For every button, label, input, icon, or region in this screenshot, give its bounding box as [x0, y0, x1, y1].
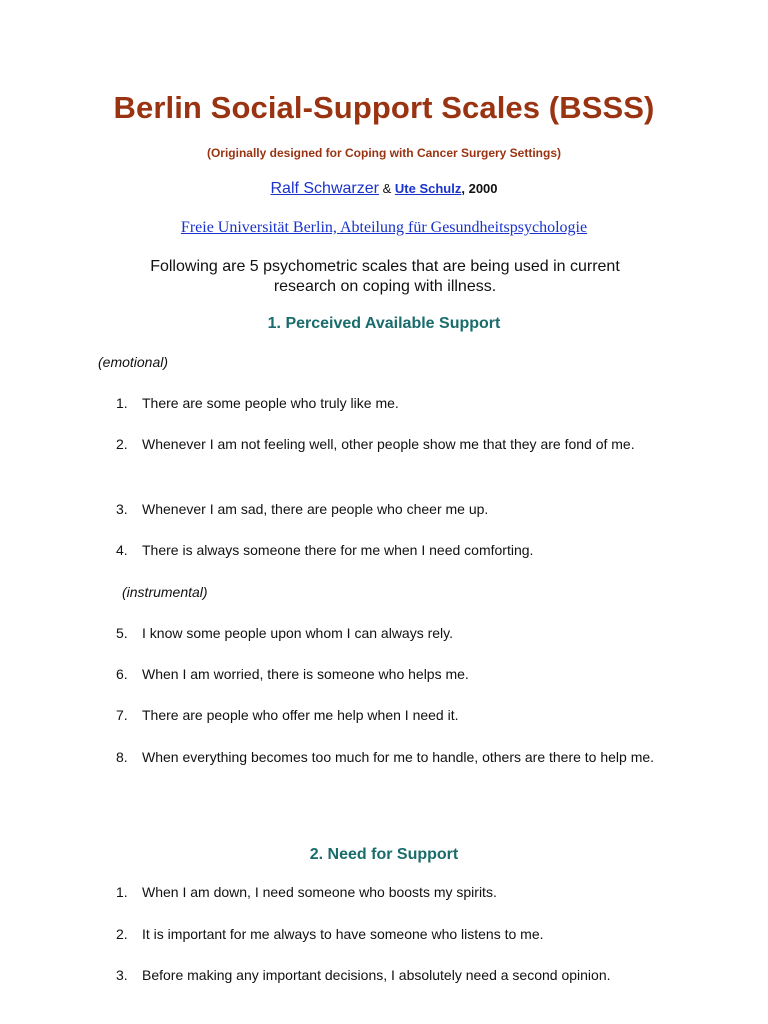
item-number: 1.: [116, 884, 128, 900]
label-instrumental: (instrumental): [122, 584, 208, 600]
list-item: [116, 663, 676, 686]
list-item: [116, 498, 676, 521]
author-separator: &: [382, 181, 392, 196]
item-text: When everything becomes too much for me to handle, others are there to help me.: [142, 749, 655, 765]
item-number: 3.: [116, 501, 128, 517]
item-text: Whenever I am sad, there are people who cheer me up.: [142, 501, 489, 517]
item-text: When I am worried, there is someone who helps me.: [142, 666, 469, 682]
item-number: 8.: [116, 749, 128, 765]
list-item: [116, 704, 676, 727]
list-item: [116, 392, 676, 415]
authors-line: [0, 180, 768, 198]
list-item: [116, 881, 676, 904]
item-text: There are people who offer me help when I need it.: [142, 707, 459, 723]
item-number: 1.: [116, 395, 128, 411]
item-number: 2.: [116, 436, 128, 452]
item-number: 6.: [116, 666, 128, 682]
intro-text: Following are 5 psychometric scales that are being used in current research on coping with illness.: [150, 258, 620, 295]
author-link-schulz[interactable]: Ute Schulz: [394, 181, 462, 196]
page-title: Berlin Social-Support Scales (BSSS): [113, 90, 655, 125]
author-year: , 2000: [461, 181, 498, 196]
list-item: [116, 622, 676, 645]
item-number: 5.: [116, 625, 128, 641]
author-link-schwarzer[interactable]: Ralf Schwarzer: [270, 180, 379, 197]
item-text: There is always someone there for me when I need comforting.: [142, 542, 534, 558]
section-heading-need-for-support: 2. Need for Support: [309, 846, 459, 863]
item-text: Whenever I am not feeling well, other people show me that they are fond of me.: [142, 436, 635, 452]
list-item: [116, 964, 676, 987]
item-number: 3.: [116, 967, 128, 983]
institution-link[interactable]: Freie Universität Berlin, Abteilung für Gesundheitspsychologie: [180, 219, 588, 236]
item-text: It is important for me always to have someone who listens to me.: [142, 926, 544, 942]
section-heading-perceived-support: 1. Perceived Available Support: [267, 315, 501, 332]
item-text: Before making any important decisions, I absolutely need a second opinion.: [142, 967, 611, 983]
item-number: 7.: [116, 707, 128, 723]
item-number: 2.: [116, 926, 128, 942]
list-item: [116, 923, 676, 946]
list-item: [116, 433, 661, 456]
item-text: There are some people who truly like me.: [142, 395, 399, 411]
item-text: When I am down, I need someone who boosts my spirits.: [142, 884, 497, 900]
list-item: [116, 539, 676, 562]
subtitle: (Originally designed for Coping with Cancer Surgery Settings): [206, 146, 562, 160]
list-item: [116, 746, 656, 769]
item-text: I know some people upon whom I can always rely.: [142, 625, 454, 641]
label-emotional: (emotional): [98, 354, 169, 370]
item-number: 4.: [116, 542, 128, 558]
